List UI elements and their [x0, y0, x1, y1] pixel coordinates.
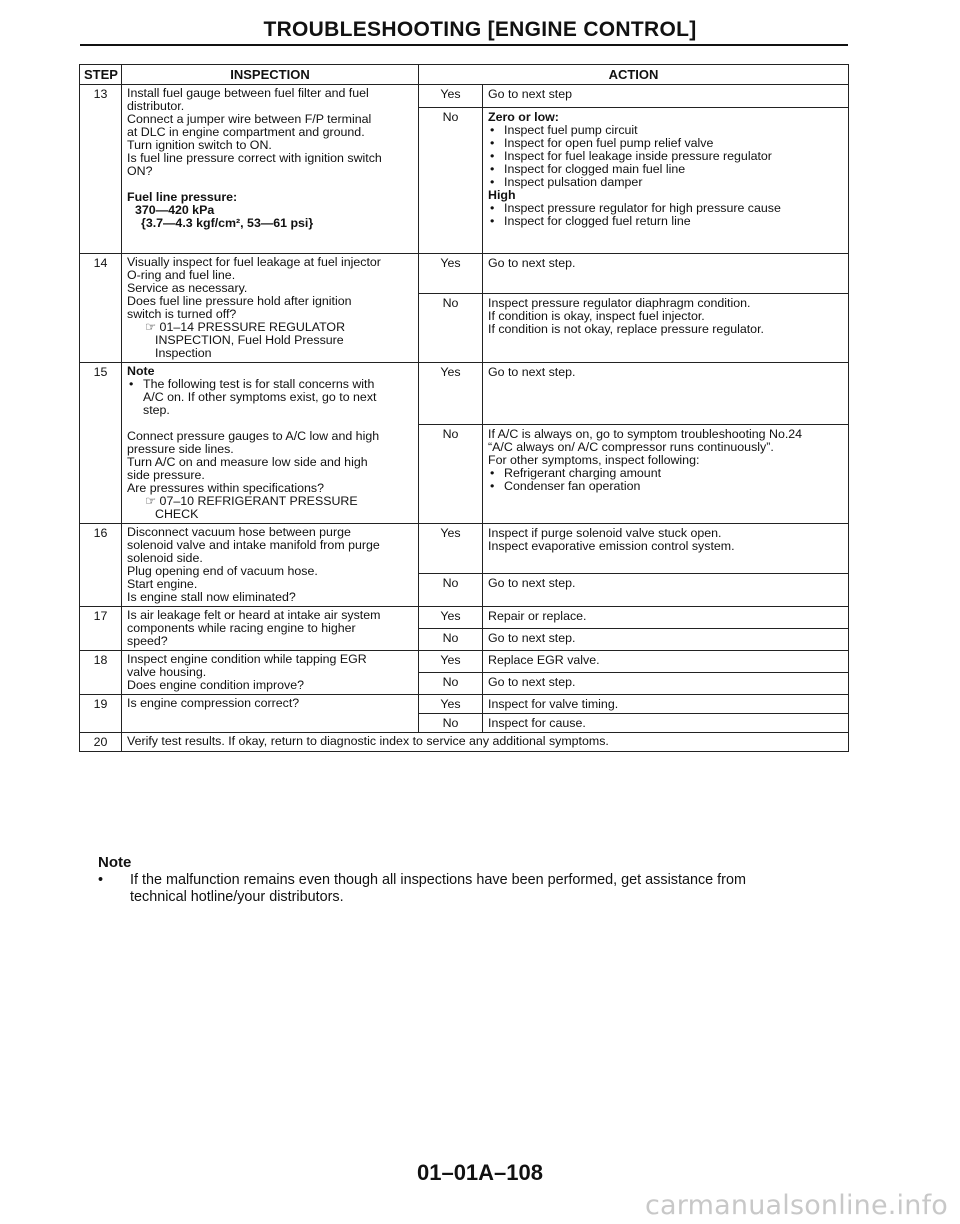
list-item: • Inspect fuel pump circuit [488, 124, 843, 137]
yes-label: Yes [419, 695, 483, 714]
list-item: • Inspect for clogged fuel return line [488, 215, 843, 228]
troubleshooting-table [79, 64, 849, 752]
yes-action: Repair or replace. [483, 607, 849, 629]
reference-link: ☞ 01–14 PRESSURE REGULATOR [145, 320, 346, 334]
note-body [98, 872, 798, 906]
no-action: Go to next step. [483, 574, 849, 607]
yes-label: Yes [419, 254, 483, 294]
list-item: • Inspect for clogged main fuel line [488, 163, 843, 176]
inspection-cell: Disconnect vacuum hose between purge solenoid valve and intake manifold from purge solenoid side. Plug opening end of vacuum hose. Start engine. Is engine stall now eliminated? [122, 524, 419, 607]
yes-action: Go to next step. [483, 363, 849, 425]
no-action: Go to next step. [483, 673, 849, 695]
step-number: 17 [80, 607, 122, 651]
spec-label: Fuel line pressure: [127, 190, 238, 204]
no-label: No [419, 673, 483, 695]
spec-value-alt: {3.7—4.3 kgf/cm², 53—61 psi} [141, 216, 314, 230]
list-item: • Inspect for fuel leakage inside pressure regulator [488, 150, 843, 163]
no-label: No [419, 107, 483, 253]
yes-action: Inspect for valve timing. [483, 695, 849, 714]
inspection-cell: Visually inspect for fuel leakage at fuel injector O-ring and fuel line. Service as necessary. Does fuel line pressure hold after ignition switch is turned off? ☞ 01–14 PRESSURE REGULATOR INSPECTION, Fuel Hold Pressure Inspection [122, 254, 419, 363]
list-item: • Condenser fan operation [488, 480, 843, 493]
no-label: No [419, 629, 483, 651]
reference-link: ☞ 07–10 REFRIGERANT PRESSURE [145, 494, 358, 508]
list-item: • Inspect pressure regulator for high pressure cause [488, 202, 843, 215]
list-item: • Inspect pulsation damper [488, 176, 843, 189]
yes-label: Yes [419, 363, 483, 425]
no-action: If A/C is always on, go to symptom troubleshooting No.24 “A/C always on/ A/C compressor runs continuously”. For other symptoms, inspect following: • Refrigerant charging amount • Condenser fan operation [483, 425, 849, 524]
inspection-cell: Install fuel gauge between fuel filter and fuel distributor. Connect a jumper wire between F/P terminal at DLC in engine compartment and ground. Turn ignition switch to ON. Is fuel line pressure correct with ignition switch ON? Fuel line pressure: 370—420 kPa {3.7—4.3 kgf/cm², 53—61 psi} [122, 85, 419, 254]
yes-label: Yes [419, 85, 483, 108]
yes-action: Go to next step. [483, 254, 849, 294]
no-label: No [419, 294, 483, 363]
header-inspection: INSPECTION [122, 65, 419, 85]
step-number: 13 [80, 85, 122, 254]
step-number: 14 [80, 254, 122, 363]
step-number: 16 [80, 524, 122, 607]
inspection-cell: Verify test results. If okay, return to diagnostic index to service any additional symptoms. [122, 733, 849, 752]
no-label: No [419, 574, 483, 607]
spec-value-kpa: 370—420 kPa [135, 203, 215, 217]
list-item: • Refrigerant charging amount [488, 467, 843, 480]
header-action: ACTION [419, 65, 849, 85]
step-number: 19 [80, 695, 122, 733]
no-action: Zero or low: • Inspect fuel pump circuit • Inspect for open fuel pump relief valve • Inspect for fuel leakage inside pressure regulator • Inspect for clogged main fuel line • Inspect pulsation damper High • Inspect pressure regulator for high pressure cause • Inspect for clogged fuel return line [483, 107, 849, 253]
step-number: 20 [80, 733, 122, 752]
note-text: If the malfunction remains even though all inspections have been performed, get assistance from technical hotline/your distributors. [130, 872, 746, 905]
watermark: carmanualsonline.info [645, 1190, 948, 1221]
yes-action: Inspect if purge solenoid valve stuck open. Inspect evaporative emission control system. [483, 524, 849, 574]
step-number: 15 [80, 363, 122, 524]
yes-label: Yes [419, 651, 483, 673]
page-title: TROUBLESHOOTING [ENGINE CONTROL] [263, 18, 697, 41]
inspection-cell: Inspect engine condition while tapping EGR valve housing. Does engine condition improve? [122, 651, 419, 695]
list-item: • Inspect for open fuel pump relief valve [488, 137, 843, 150]
no-action: Go to next step. [483, 629, 849, 651]
inspection-cell: Is engine compression correct? [122, 695, 419, 733]
yes-action: Go to next step [483, 85, 849, 108]
bullet-icon: • [98, 872, 104, 888]
header-step: STEP [80, 65, 122, 85]
yes-label: Yes [419, 607, 483, 629]
no-action: Inspect for cause. [483, 714, 849, 733]
yes-action: Replace EGR valve. [483, 651, 849, 673]
title-rule [80, 44, 848, 46]
yes-label: Yes [419, 524, 483, 574]
note-heading: Note [98, 854, 132, 871]
no-action: Inspect pressure regulator diaphragm condition. If condition is okay, inspect fuel injector. If condition is not okay, replace pressure regulator. [483, 294, 849, 363]
inspection-cell: Is air leakage felt or heard at intake air system components while racing engine to higher speed? [122, 607, 419, 651]
list-item: • The following test is for stall concerns with [127, 378, 413, 391]
inspection-cell: Note • The following test is for stall concerns with A/C on. If other symptoms exist, go to next step. Connect pressure gauges to A/C low and high pressure side lines. Turn A/C on and measure low side and high side pressure. Are pressures within specifications? ☞ 07–10 REFRIGERANT PRESSURE CHECK [122, 363, 419, 524]
step-number: 18 [80, 651, 122, 695]
no-label: No [419, 425, 483, 524]
page-number: 01–01A–108 [416, 1160, 543, 1185]
no-label: No [419, 714, 483, 733]
